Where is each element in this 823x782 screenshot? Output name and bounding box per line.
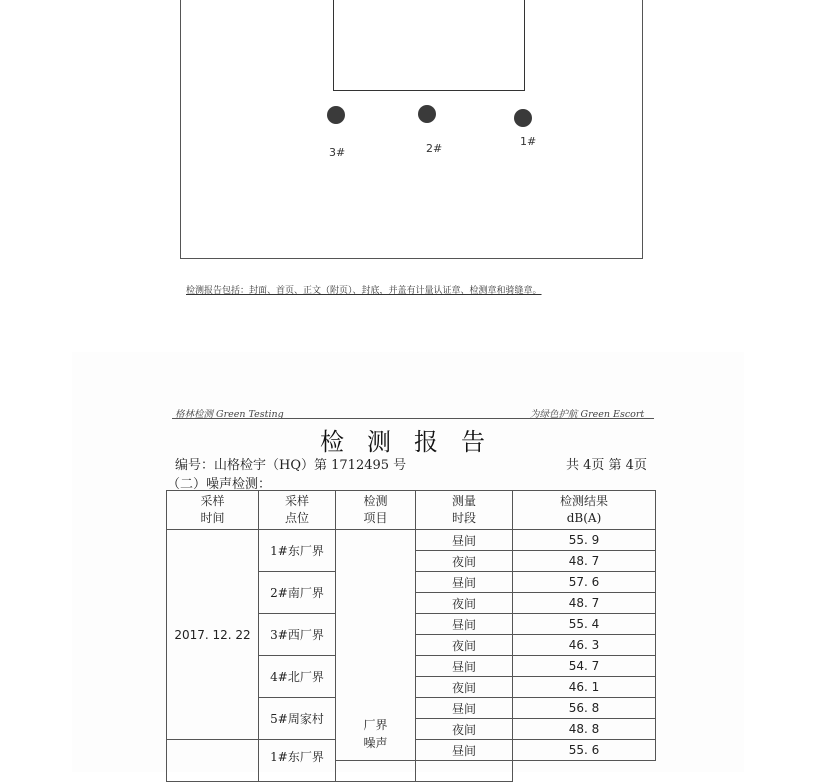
- page-count: 共 4页 第 4页: [566, 458, 647, 473]
- report-title: 检测报告: [320, 428, 508, 456]
- table-header-row: [167, 491, 656, 530]
- period-cell: 昼间: [416, 656, 513, 677]
- period-cell: 昼间: [416, 572, 513, 593]
- result-cell: 48. 8: [513, 719, 656, 740]
- period-cell: 夜间: [416, 635, 513, 656]
- result-cell: 54. 7: [513, 656, 656, 677]
- col-header-result: [513, 491, 656, 530]
- sampling-point-cell: 1#东厂界: [259, 530, 336, 572]
- result-cell: 48. 7: [513, 551, 656, 572]
- col-header-sampling-time: [167, 491, 259, 530]
- col-header-text: 采样 时间: [200, 494, 225, 525]
- result-cell: 46. 1: [513, 677, 656, 698]
- col-header-test-item: [336, 491, 416, 530]
- sampling-point-cell: 1#东厂界: [259, 740, 336, 782]
- test-item-cell: [336, 530, 416, 761]
- col-header-text: 测量 时段: [451, 494, 476, 525]
- sampling-point-cell: 2#南厂界: [259, 572, 336, 614]
- monitoring-point-1-label: 1#: [520, 135, 537, 148]
- section-heading: （二）噪声检测：: [167, 477, 272, 492]
- sampling-point-cell: 5#周家村: [259, 698, 336, 740]
- header-divider: [172, 418, 654, 419]
- col-header-text: 检测结果 dB(A): [559, 494, 608, 525]
- result-cell: 46. 3: [513, 635, 656, 656]
- sampling-point-cell: 3#西厂界: [259, 614, 336, 656]
- period-cell: 昼间: [416, 614, 513, 635]
- monitoring-point-3-label: 3#: [329, 146, 346, 159]
- period-cell: 夜间: [416, 593, 513, 614]
- result-cell: 55. 9: [513, 530, 656, 551]
- monitoring-point-2-label: 2#: [426, 142, 443, 155]
- test-item-text: 厂界 噪声: [363, 718, 388, 750]
- col-header-sampling-point: [259, 491, 336, 530]
- monitoring-point-3-marker: [327, 106, 345, 124]
- period-cell: 昼间: [416, 740, 513, 761]
- col-header-period: [416, 491, 513, 530]
- factory-building-outline: [333, 0, 525, 91]
- result-cell: 48. 7: [513, 593, 656, 614]
- period-cell: 夜间: [416, 551, 513, 572]
- header-left-text: 格林检测 Green Testing: [175, 409, 284, 420]
- col-header-text: 检测 项目: [363, 494, 388, 525]
- result-cell: [416, 761, 513, 782]
- report-contents-note: 检测报告包括：封面、首页、正文（附页）、封底，并盖有计量认证章、检测章和骑缝章。: [186, 286, 542, 296]
- noise-results-table: [166, 490, 656, 782]
- header-right-text: 为绿色护航 Green Escort: [530, 409, 645, 420]
- period-cell: [336, 761, 416, 782]
- result-cell: 55. 6: [513, 740, 656, 761]
- monitoring-point-2-marker: [418, 105, 436, 123]
- period-cell: 昼间: [416, 530, 513, 551]
- result-cell: 56. 8: [513, 698, 656, 719]
- report-number: 编号：山格检宇（HQ）第 1712495 号: [175, 458, 407, 473]
- period-cell: 昼间: [416, 698, 513, 719]
- period-cell: 夜间: [416, 719, 513, 740]
- monitoring-point-1-marker: [514, 109, 532, 127]
- col-header-text: 采样 点位: [284, 494, 309, 525]
- sampling-date-cell: [167, 740, 259, 782]
- result-cell: 57. 6: [513, 572, 656, 593]
- table-row: [167, 530, 656, 551]
- period-cell: 夜间: [416, 677, 513, 698]
- sampling-date-cell: 2017. 12. 22: [167, 530, 259, 740]
- result-cell: 55. 4: [513, 614, 656, 635]
- sampling-point-cell: 4#北厂界: [259, 656, 336, 698]
